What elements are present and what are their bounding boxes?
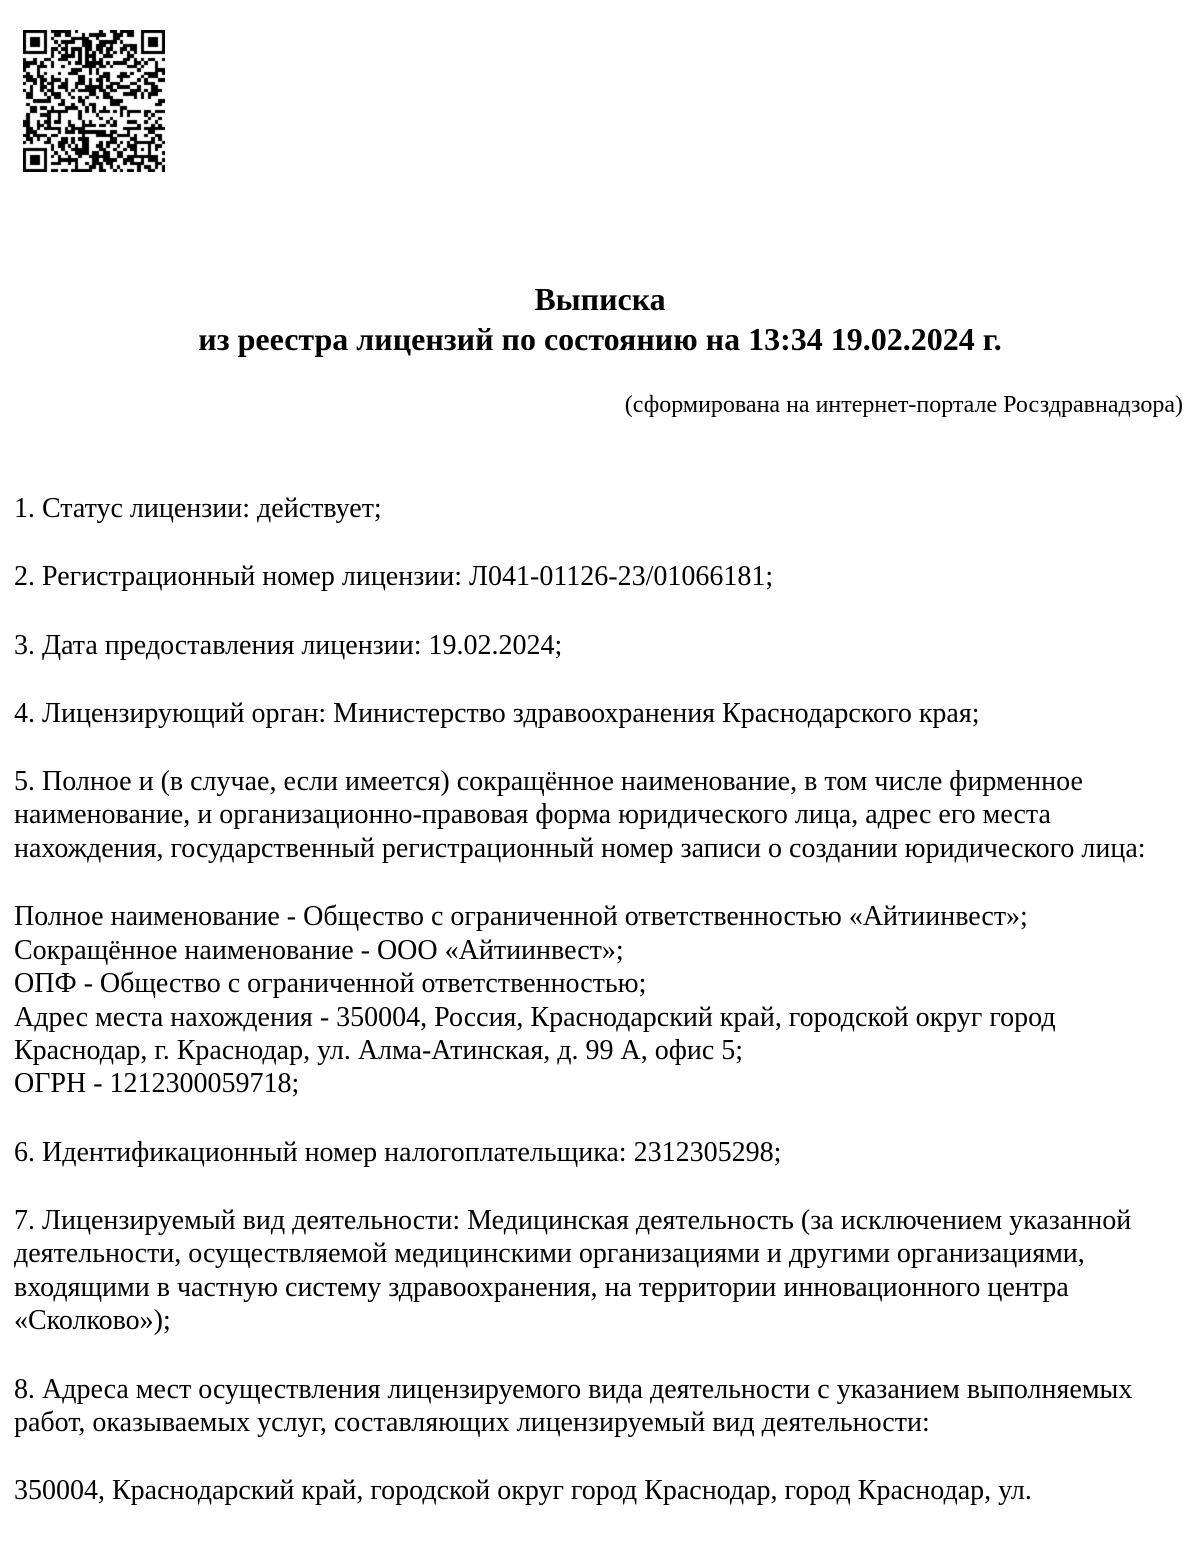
line-address: Адрес места нахождения - 350004, Россия, Краснодарский край, городской округ город Краснодар, г. Краснодар, ул. Алма-Атинская, д. 99 А, офис 5;	[14, 1001, 1056, 1066]
paragraph-licensing-authority: 4. Лицензирующий орган: Министерство здравоохранения Краснодарского края;	[14, 697, 980, 729]
document-body	[14, 492, 1188, 1508]
line-opf: ОПФ - Общество с ограниченной ответственностью;	[14, 968, 647, 1000]
paragraph-license-status: 1. Статус лицензии: действует;	[14, 493, 382, 524]
paragraph-activity-addresses-intro: 8. Адреса мест осуществления лицензируемого вида деятельности с указанием выполняемых работ, оказываемых услуг, составляющих лицензируемый вид деятельности:	[14, 1373, 1133, 1438]
line-ogrn: ОГРН - 1212300059718;	[14, 1068, 300, 1100]
paragraph-activity-address: 350004, Краснодарский край, городской округ город Краснодар, город Краснодар, ул.	[14, 1475, 1032, 1507]
document-title-line1: Выписка	[534, 281, 666, 317]
paragraph-entity-details	[14, 900, 1188, 1101]
document-title	[0, 280, 1200, 359]
paragraph-license-date: 3. Дата предоставления лицензии: 19.02.2024;	[14, 629, 563, 661]
paragraph-inn: 6. Идентификационный номер налогоплательщика: 2312305298;	[14, 1136, 782, 1168]
line-full-name: Полное наименование - Общество с ограниченной ответственностью «Айтиинвест»;	[14, 901, 1028, 933]
document-subtitle: (сформирована на интернет-портале Росздравнадзора)	[624, 392, 1183, 418]
paragraph-registration-number: 2. Регистрационный номер лицензии: Л041-01126-23/01066181;	[14, 561, 774, 593]
paragraph-entity-name-intro: 5. Полное и (в случае, если имеется) сокращённое наименование, в том числе фирменное наименование, и организационно-правовая форма юридического лица, адрес его места нахождения, государственный регистрационный номер записи о создании юридического лица:	[14, 766, 1146, 864]
paragraph-activity-type: 7. Лицензируемый вид деятельности: Медицинская деятельность (за исключением указанной деятельности, осуществляемой медицинскими организациями и другими организациями, входящими в частную систему здравоохранения, на территории инновационного центра «Сколково»);	[14, 1204, 1132, 1337]
document-title-line2: из реестра лицензий по состоянию на 13:34 19.02.2024 г.	[198, 320, 1002, 357]
qr-code-icon	[23, 30, 165, 172]
line-short-name: Сокращённое наименование - ООО «Айтиинвест»;	[14, 934, 624, 966]
